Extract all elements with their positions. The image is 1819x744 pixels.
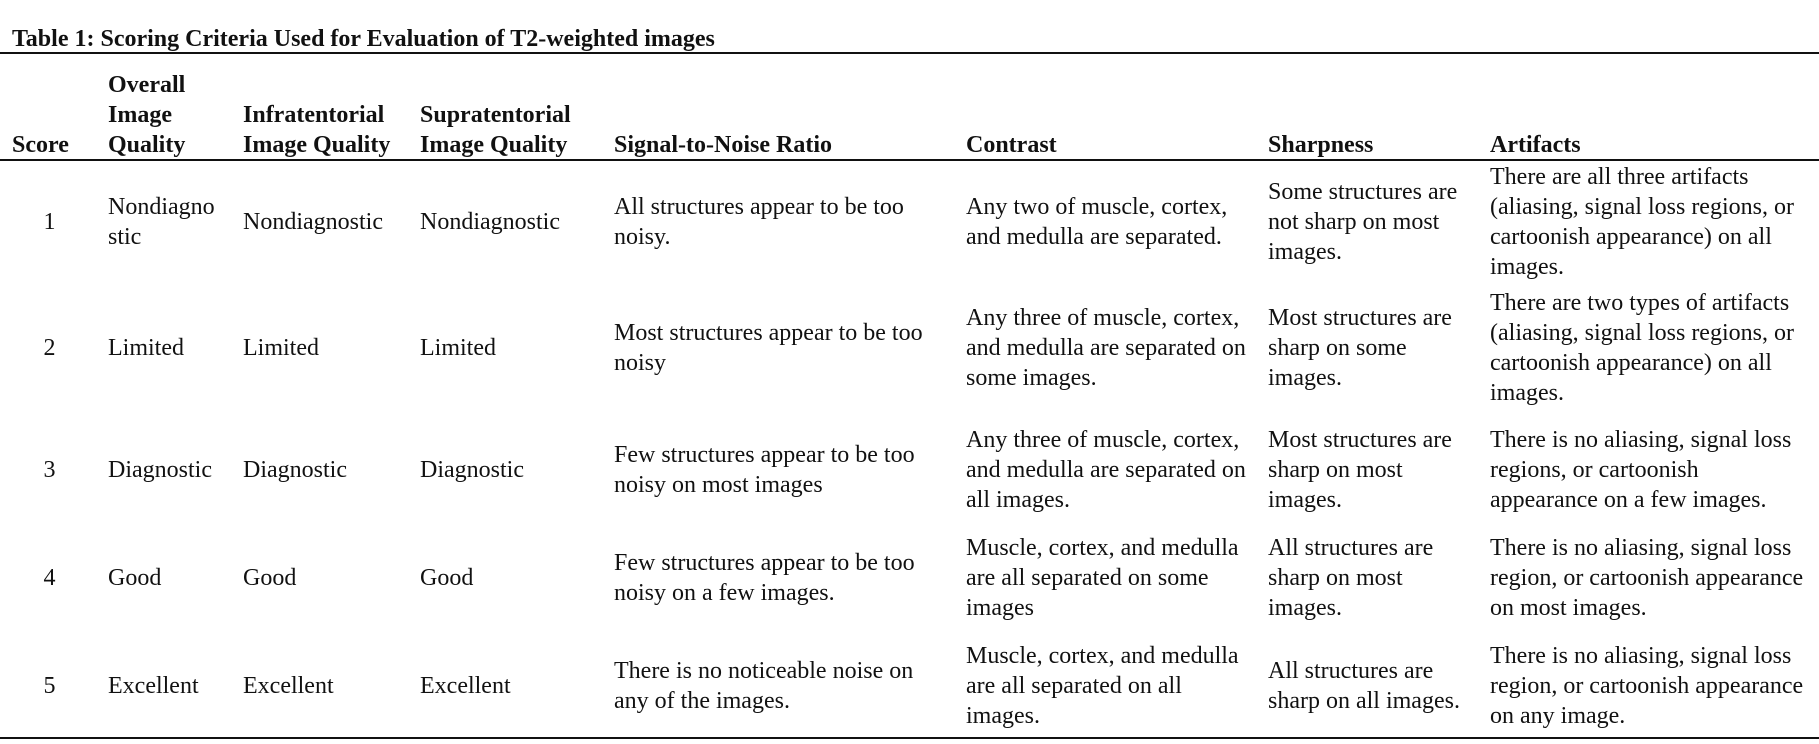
overall-image-quality-value: Nondiagnostic bbox=[108, 194, 215, 250]
contrast-value: Muscle, cortex, and medulla are all separated on all images. bbox=[966, 643, 1239, 729]
supratentorial-image-quality-value: Limited bbox=[420, 335, 496, 361]
supratentorial-image-quality-value: Good bbox=[420, 565, 474, 591]
supratentorial-image-quality-value: Excellent bbox=[420, 673, 511, 699]
header-sharpness: Sharpness bbox=[1268, 132, 1374, 158]
infratentorial-image-quality-value: Nondiagnostic bbox=[243, 209, 383, 235]
score-value: 5 bbox=[43, 673, 56, 699]
score-value: 4 bbox=[43, 565, 56, 591]
supratentorial-image-quality-value: Diagnostic bbox=[420, 457, 524, 483]
artifacts-value: There is no aliasing, signal loss regions, or cartoonish appearance on a few images. bbox=[1490, 427, 1792, 513]
table-row bbox=[0, 162, 1819, 282]
table-row bbox=[0, 526, 1819, 630]
table-top-rule bbox=[0, 52, 1819, 54]
artifacts-value: There are two types of artifacts (aliasing, signal loss regions, or cartoonish appearance) on all images. bbox=[1490, 290, 1794, 406]
score-value: 2 bbox=[43, 335, 56, 361]
infratentorial-image-quality-value: Diagnostic bbox=[243, 457, 347, 483]
score-value: 3 bbox=[43, 457, 56, 483]
header-signal-to-noise-ratio: Signal-to-Noise Ratio bbox=[614, 132, 832, 158]
header-score: Score bbox=[12, 132, 69, 158]
artifacts-value: There is no aliasing, signal loss region, or cartoonish appearance on most images. bbox=[1490, 535, 1804, 621]
overall-image-quality-value: Diagnostic bbox=[108, 457, 212, 483]
signal-to-noise-ratio-value: All structures appear to be too noisy. bbox=[614, 194, 904, 250]
score-value: 1 bbox=[43, 209, 56, 235]
table-header-rule bbox=[0, 159, 1819, 161]
sharpness-value: Most structures are sharp on some images. bbox=[1268, 305, 1452, 391]
header-artifacts: Artifacts bbox=[1490, 132, 1581, 158]
table-row bbox=[0, 418, 1819, 522]
sharpness-value: Some structures are not sharp on most images. bbox=[1268, 179, 1458, 265]
sharpness-value: All structures are sharp on most images. bbox=[1268, 535, 1434, 621]
overall-image-quality-value: Excellent bbox=[108, 673, 199, 699]
artifacts-value: There is no aliasing, signal loss region, or cartoonish appearance on any image. bbox=[1490, 643, 1804, 729]
signal-to-noise-ratio-value: Few structures appear to be too noisy on most images bbox=[614, 442, 915, 498]
table-row bbox=[0, 634, 1819, 738]
contrast-value: Any three of muscle, cortex, and medulla are separated on all images. bbox=[966, 427, 1246, 513]
header-supratentorial-image-quality: Supratentorial Image Quality bbox=[420, 102, 571, 158]
table-row bbox=[0, 286, 1819, 410]
header-infratentorial-image-quality: Infratentorial Image Quality bbox=[243, 102, 391, 158]
signal-to-noise-ratio-value: Few structures appear to be too noisy on a few images. bbox=[614, 550, 915, 606]
contrast-value: Any two of muscle, cortex, and medulla are separated. bbox=[966, 194, 1228, 250]
signal-to-noise-ratio-value: Most structures appear to be too noisy bbox=[614, 320, 923, 376]
contrast-value: Any three of muscle, cortex, and medulla are separated on some images. bbox=[966, 305, 1246, 391]
overall-image-quality-value: Limited bbox=[108, 335, 184, 361]
overall-image-quality-value: Good bbox=[108, 565, 162, 591]
header-contrast: Contrast bbox=[966, 132, 1057, 158]
header-overall-image-quality: Overall Image Quality bbox=[108, 72, 186, 158]
table-bottom-rule bbox=[0, 737, 1819, 739]
artifacts-value: There are all three artifacts (aliasing, signal loss regions, or cartoonish appearance) on all images. bbox=[1490, 164, 1794, 280]
infratentorial-image-quality-value: Limited bbox=[243, 335, 319, 361]
infratentorial-image-quality-value: Excellent bbox=[243, 673, 334, 699]
signal-to-noise-ratio-value: There is no noticeable noise on any of the images. bbox=[614, 658, 914, 714]
sharpness-value: All structures are sharp on all images. bbox=[1268, 658, 1460, 714]
infratentorial-image-quality-value: Good bbox=[243, 565, 297, 591]
supratentorial-image-quality-value: Nondiagnostic bbox=[420, 209, 560, 235]
contrast-value: Muscle, cortex, and medulla are all separated on some images bbox=[966, 535, 1239, 621]
sharpness-value: Most structures are sharp on most images. bbox=[1268, 427, 1452, 513]
table-caption: Table 1: Scoring Criteria Used for Evaluation of T2-weighted images bbox=[12, 26, 715, 52]
